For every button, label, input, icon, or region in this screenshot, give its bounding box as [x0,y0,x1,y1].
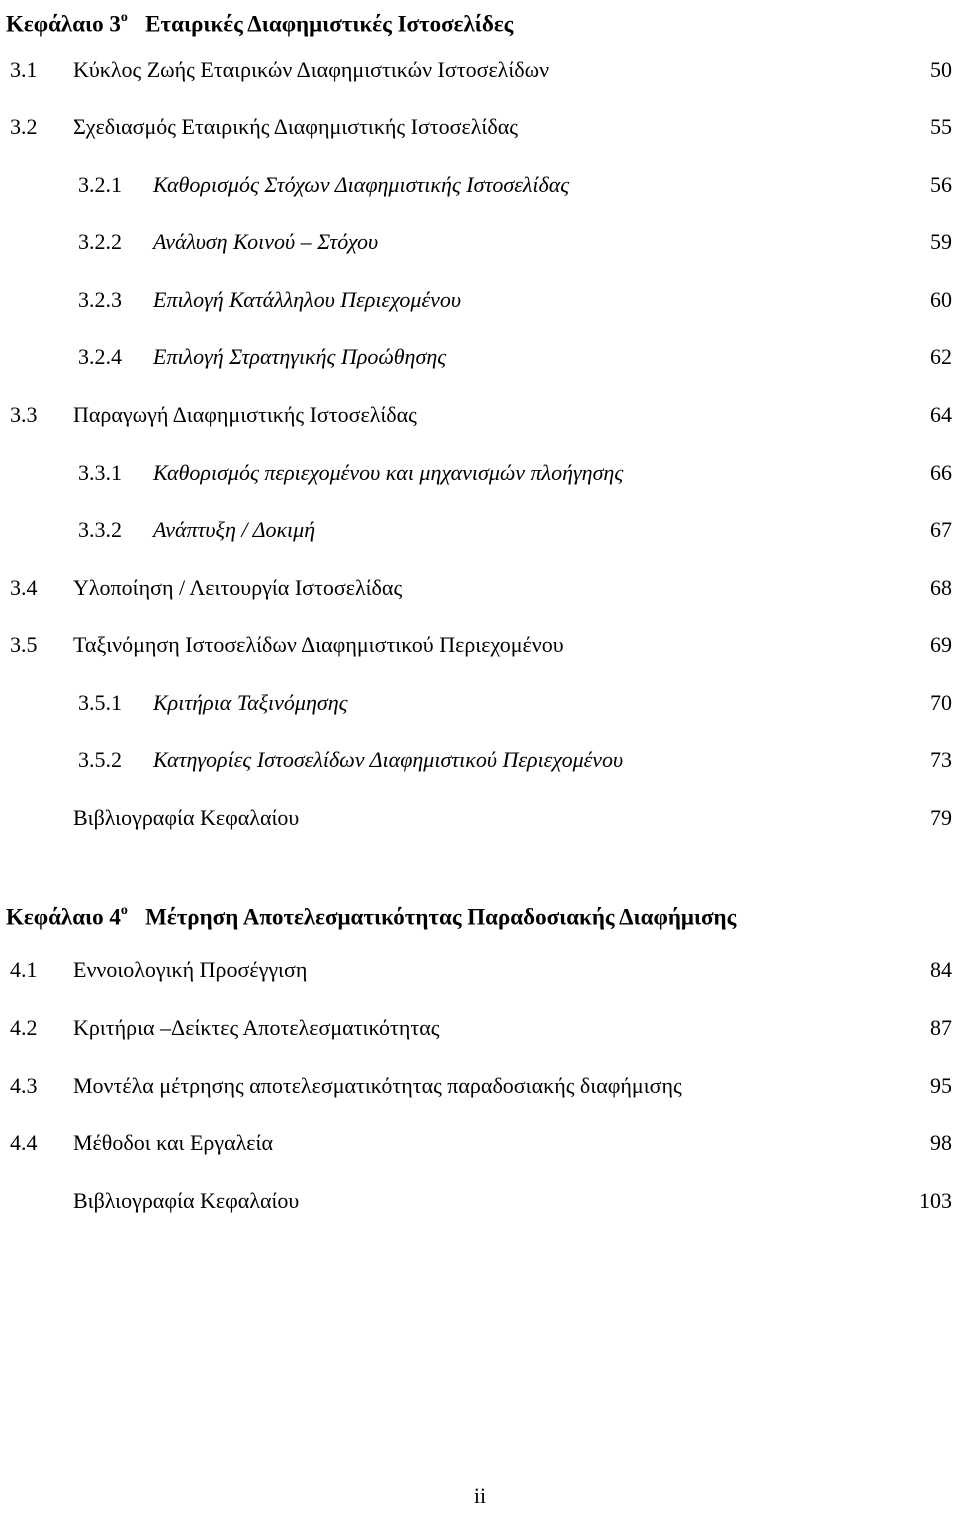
toc-entry-page: 67 [930,517,952,542]
toc-entry-title: Ανάλυση Κοινού – Στόχου [153,229,379,254]
chapter-4-prefix: Κεφάλαιο 4 [6,904,121,930]
toc-entry-title: Ανάπτυξη / Δοκιμή [153,517,316,542]
toc-entry-page: 79 [930,805,952,830]
chapter-3-prefix: Κεφάλαιο 3 [6,11,121,37]
toc-entry[interactable] [0,50,960,90]
toc-entry-number: 3.1 [10,57,38,82]
toc-entry-page: 66 [930,460,952,485]
toc-entry-page: 59 [930,229,952,254]
toc-entry-page: 56 [930,172,952,197]
toc-subentry[interactable] [0,740,960,780]
toc-entry-number: 4.2 [10,1015,38,1040]
chapter-4-ordinal: ο [120,903,128,918]
toc-entry[interactable] [0,1066,960,1106]
toc-entry-title: Ταξινόμηση Ιστοσελίδων Διαφημιστικού Περιεχομένου [73,632,564,657]
toc-entry-page: 68 [930,575,952,600]
toc-entry-number: 3.3.1 [78,460,122,485]
chapter-3-title: Εταιρικές Διαφημιστικές Ιστοσελίδες [145,11,514,37]
toc-entry-title: Κριτήρια –Δείκτες Αποτελεσματικότητας [73,1015,440,1040]
toc-entry-number: 3.2.2 [78,229,122,254]
toc-subentry[interactable] [0,165,960,205]
toc-entry-number: 3.2.1 [78,172,122,197]
toc-entry-number: 3.2 [10,114,38,139]
toc-entry[interactable] [0,625,960,665]
toc-entry-number: 3.3.2 [78,517,122,542]
toc-subentry[interactable] [0,683,960,723]
toc-entry-number: 3.2.4 [78,344,122,369]
toc-entry-number: 3.2.3 [78,287,122,312]
toc-entry-number: 3.3 [10,402,38,427]
toc-entry-page: 62 [930,344,952,369]
toc-entry-page: 84 [930,957,952,982]
toc-entry-number: 3.5.1 [78,690,122,715]
toc-entry-title: Καθορισμός περιεχομένου και μηχανισμών πλοήγησης [153,460,624,485]
toc-entry-title: Βιβλιογραφία Κεφαλαίου [73,805,300,830]
toc-entry[interactable] [0,1123,960,1163]
toc-entry-page: 50 [930,57,952,82]
chapter-3-ordinal: ο [120,10,128,25]
toc-entry-page: 87 [930,1015,952,1040]
toc-entry-title: Κριτήρια Ταξινόμησης [153,690,348,715]
toc-entry-number: 3.5.2 [78,747,122,772]
toc-entry[interactable] [0,568,960,608]
toc-entry-title: Επιλογή Στρατηγικής Προώθησης [153,344,447,369]
toc-entry-title: Κατηγορίες Ιστοσελίδων Διαφημιστικού Περιεχομένου [153,747,624,772]
toc-entry-page: 69 [930,632,952,657]
toc-entry-page: 55 [930,114,952,139]
page-number: ii [473,1483,487,1508]
toc-entry-title: Επιλογή Κατάλληλου Περιεχομένου [153,287,461,312]
toc-subentry[interactable] [0,337,960,377]
toc-entry-number: 4.1 [10,957,38,982]
toc-entry[interactable] [0,1008,960,1048]
toc-bibliography-entry[interactable] [0,798,960,838]
toc-entry-number: 4.3 [10,1073,38,1098]
toc-entry-title: Εννοιολογική Προσέγγιση [73,957,308,982]
toc-entry[interactable] [0,950,960,990]
toc-entry-title: Μοντέλα μέτρησης αποτελεσματικότητας παραδοσιακής διαφήμισης [73,1073,682,1098]
toc-entry-title: Μέθοδοι και Εργαλεία [73,1130,273,1155]
toc-entry-page: 98 [930,1130,952,1155]
toc-entry-title: Υλοποίηση / Λειτουργία Ιστοσελίδας [73,575,403,600]
toc-entry[interactable] [0,107,960,147]
toc-entry-page: 70 [930,690,952,715]
toc-subentry[interactable] [0,280,960,320]
chapter-4-heading [6,893,960,933]
chapter-4-title: Μέτρηση Αποτελεσματικότητας Παραδοσιακής Διαφήμισης [145,904,737,930]
toc-entry-title: Κύκλος Ζωής Εταιρικών Διαφημιστικών Ιστοσελίδων [73,57,550,82]
toc-entry-number: 3.5 [10,632,38,657]
toc-bibliography-entry[interactable] [0,1181,960,1221]
toc-entry-page: 103 [919,1188,952,1213]
toc-subentry[interactable] [0,453,960,493]
toc-entry-number: 3.4 [10,575,38,600]
toc-entry-page: 60 [930,287,952,312]
toc-entry-title: Βιβλιογραφία Κεφαλαίου [73,1188,300,1213]
toc-subentry[interactable] [0,222,960,262]
toc-entry[interactable] [0,395,960,435]
toc-entry-number: 4.4 [10,1130,38,1155]
toc-entry-title: Παραγωγή Διαφημιστικής Ιστοσελίδας [73,402,417,427]
toc-subentry[interactable] [0,510,960,550]
chapter-3-heading [6,0,960,40]
toc-entry-page: 64 [930,402,952,427]
toc-entry-title: Καθορισμός Στόχων Διαφημιστικής Ιστοσελίδας [153,172,570,197]
toc-entry-page: 73 [930,747,952,772]
toc-entry-page: 95 [930,1073,952,1098]
toc-entry-title: Σχεδιασμός Εταιρικής Διαφημιστικής Ιστοσελίδας [73,114,518,139]
